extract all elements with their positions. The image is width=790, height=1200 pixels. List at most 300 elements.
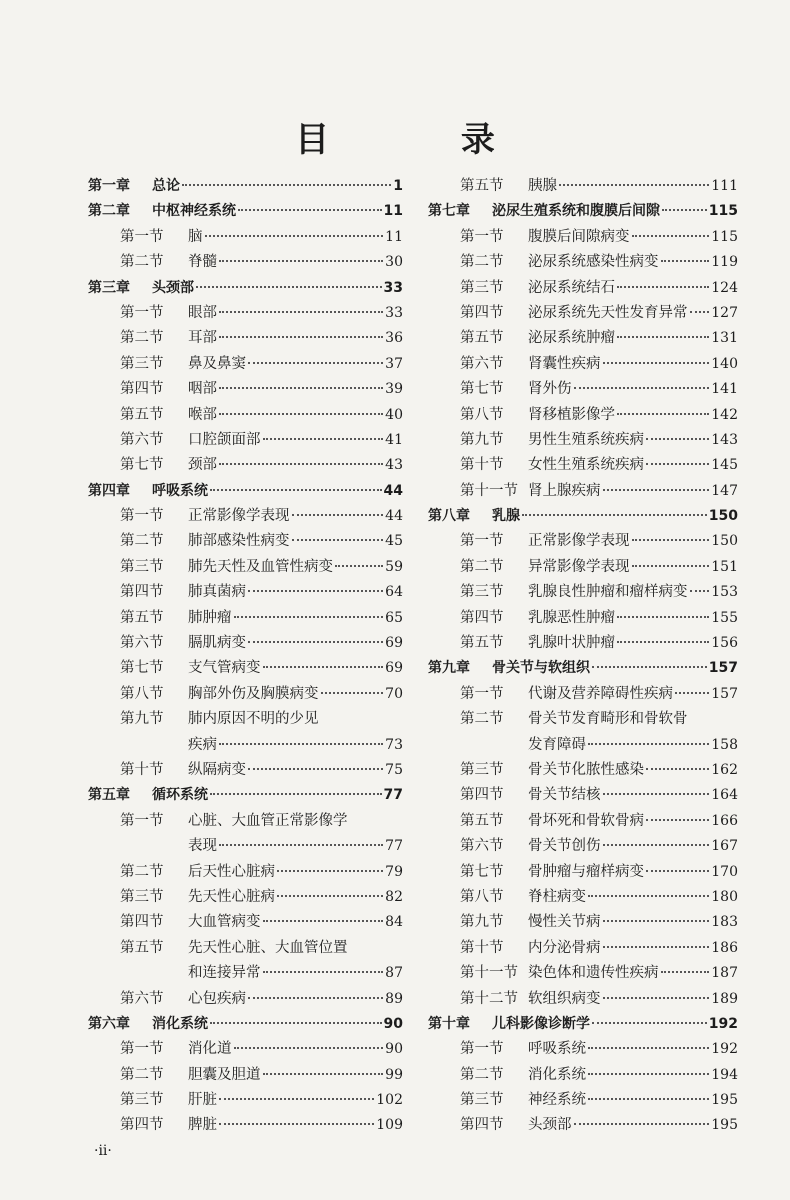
toc-leader-dots <box>617 412 709 415</box>
toc-entry-number: 第二节 <box>460 711 504 728</box>
toc-section-entry[interactable] <box>88 250 403 275</box>
toc-section-entry[interactable] <box>88 987 403 1012</box>
toc-page-number: 40 <box>385 406 403 423</box>
toc-entry-title: 肝脏 <box>188 1092 217 1109</box>
toc-page-number: 69 <box>385 660 403 677</box>
toc-section-entry[interactable] <box>88 377 403 402</box>
toc-page-number: 11 <box>385 228 403 245</box>
toc-leader-dots <box>646 869 709 872</box>
toc-chapter-entry[interactable] <box>88 276 403 301</box>
toc-chapter-entry[interactable] <box>88 479 403 504</box>
toc-entry-title: 骨关节与软组织 <box>492 660 590 677</box>
toc-entry-number: 第八章 <box>428 508 470 525</box>
toc-section-entry[interactable] <box>88 453 403 478</box>
toc-section-entry[interactable] <box>428 682 738 707</box>
toc-section-entry[interactable] <box>428 352 738 377</box>
toc-section-entry[interactable] <box>428 403 738 428</box>
toc-page-number: 143 <box>711 431 738 448</box>
toc-entry-number: 第二节 <box>120 863 164 880</box>
toc-section-entry[interactable] <box>88 555 403 580</box>
toc-entry-number: 第三节 <box>460 761 504 778</box>
toc-entry-title: 正常影像学表现 <box>528 533 630 550</box>
toc-entry-number: 第十一节 <box>460 965 518 982</box>
toc-leader-dots <box>263 437 384 440</box>
toc-entry-title: 骨坏死和骨软骨病 <box>528 812 644 829</box>
toc-leader-dots <box>617 335 709 338</box>
toc-section-entry[interactable] <box>88 504 403 529</box>
toc-section-entry[interactable] <box>88 936 403 961</box>
toc-entry-number: 第一节 <box>460 533 504 550</box>
toc-entry-number: 第七节 <box>120 660 164 677</box>
toc-section-entry[interactable] <box>88 758 403 783</box>
toc-section-entry[interactable] <box>428 428 738 453</box>
toc-page-number: 79 <box>385 863 403 880</box>
toc-entry-title: 肾移植影像学 <box>528 406 615 423</box>
toc-entry-title: 表现 <box>188 838 217 855</box>
toc-chapter-entry[interactable] <box>88 783 403 808</box>
toc-page-number: 124 <box>711 279 738 296</box>
toc-section-entry[interactable] <box>88 860 403 885</box>
toc-section-entry[interactable] <box>428 936 738 961</box>
toc-section-entry[interactable] <box>88 301 403 326</box>
toc-section-entry[interactable] <box>428 987 738 1012</box>
toc-leader-dots <box>592 665 707 668</box>
toc-entry-number: 第四节 <box>460 1117 504 1134</box>
toc-entry-number: 第二节 <box>120 533 164 550</box>
toc-entry-title: 代谢及营养障碍性疾病 <box>528 685 673 702</box>
toc-leader-dots <box>588 1097 709 1100</box>
toc-entry-title: 神经系统 <box>528 1092 586 1109</box>
toc-section-entry[interactable] <box>88 1063 403 1088</box>
toc-column-left <box>88 174 403 1139</box>
toc-entry-number: 第四节 <box>120 1117 164 1134</box>
toc-entry-title: 乳腺 <box>492 508 520 525</box>
toc-page-number: 87 <box>385 965 403 982</box>
toc-section-entry[interactable] <box>88 606 403 631</box>
page-folio: ·ii· <box>94 1143 112 1159</box>
toc-page-number: 69 <box>385 635 403 652</box>
toc-entry-number: 第十节 <box>460 457 504 474</box>
toc-entry-title: 男性生殖系统疾病 <box>528 431 644 448</box>
toc-page-number: 192 <box>708 1015 738 1032</box>
toc-leader-dots <box>617 640 709 643</box>
toc-page-number: 82 <box>385 888 403 905</box>
toc-section-entry[interactable] <box>428 529 738 554</box>
toc-entry-title: 泌尿系统肿瘤 <box>528 330 615 347</box>
toc-page-number: 77 <box>385 838 403 855</box>
toc-entry-number: 第七节 <box>460 381 504 398</box>
toc-entry-continuation[interactable] <box>88 733 403 758</box>
toc-section-entry[interactable] <box>428 453 738 478</box>
toc-entry-title: 肺部感染性病变 <box>188 533 290 550</box>
toc-page-number: 39 <box>385 381 403 398</box>
toc-section-entry[interactable] <box>88 428 403 453</box>
toc-entry-number: 第七章 <box>428 203 470 220</box>
toc-entry-title: 消化系统 <box>152 1015 208 1032</box>
toc-section-entry[interactable] <box>88 682 403 707</box>
toc-entry-number: 第四节 <box>120 914 164 931</box>
toc-leader-dots <box>263 1072 384 1075</box>
toc-entry-title: 胸部外伤及胸膜病变 <box>188 685 319 702</box>
toc-entry-title: 耳部 <box>188 330 217 347</box>
toc-entry-title: 乳腺良性肿瘤和瘤样病变 <box>528 584 688 601</box>
toc-leader-dots <box>238 208 382 211</box>
toc-entry-title: 慢性关节病 <box>528 914 601 931</box>
toc-entry-number: 第六节 <box>120 990 164 1007</box>
toc-entry-title: 骨关节创伤 <box>528 838 601 855</box>
toc-entry-continuation[interactable] <box>428 733 738 758</box>
toc-entry-title: 支气管病变 <box>188 660 261 677</box>
toc-page-number: 84 <box>385 914 403 931</box>
toc-section-entry[interactable] <box>88 225 403 250</box>
toc-entry-title: 头颈部 <box>152 279 194 296</box>
toc-leader-dots <box>292 513 384 516</box>
toc-leader-dots <box>675 691 709 694</box>
toc-entry-continuation[interactable] <box>88 834 403 859</box>
toc-entry-number: 第七节 <box>120 457 164 474</box>
toc-entry-title: 消化系统 <box>528 1066 586 1083</box>
toc-entry-number: 第九节 <box>460 914 504 931</box>
toc-section-entry[interactable] <box>428 910 738 935</box>
toc-entry-title: 胰腺 <box>528 178 557 194</box>
toc-page-number: 65 <box>385 609 403 626</box>
toc-entry-number: 第二节 <box>120 254 164 271</box>
toc-entry-number: 第二节 <box>120 1066 164 1083</box>
toc-entry-number: 第四节 <box>120 381 164 398</box>
toc-section-entry[interactable] <box>428 783 738 808</box>
toc-entry-title: 肺先天性及血管性病变 <box>188 558 333 575</box>
toc-section-entry[interactable] <box>88 656 403 681</box>
toc-leader-dots <box>603 361 710 364</box>
toc-entry-number: 第一节 <box>120 508 164 525</box>
toc-section-entry[interactable] <box>88 631 403 656</box>
toc-page-number: 115 <box>711 228 738 245</box>
toc-entry-continuation[interactable] <box>88 961 403 986</box>
toc-section-entry[interactable] <box>428 1088 738 1113</box>
toc-page-number: 59 <box>385 558 403 575</box>
toc-leader-dots <box>219 742 383 745</box>
toc-section-entry[interactable] <box>88 1037 403 1062</box>
toc-page-number: 157 <box>708 660 738 677</box>
toc-leader-dots <box>219 462 383 465</box>
toc-leader-dots <box>219 259 383 262</box>
toc-page-number: 33 <box>385 304 403 321</box>
toc-section-entry[interactable] <box>428 276 738 301</box>
toc-page-number: 195 <box>711 1117 738 1134</box>
toc-page-number: 131 <box>711 330 738 347</box>
toc-entry-number: 第十节 <box>120 761 164 778</box>
toc-leader-dots <box>646 767 709 770</box>
toc-leader-dots <box>690 589 710 592</box>
toc-section-entry[interactable] <box>88 326 403 351</box>
toc-leader-dots <box>592 1021 707 1024</box>
toc-page-number: 99 <box>385 1066 403 1083</box>
toc-page-number: 195 <box>711 1092 738 1109</box>
toc-section-entry[interactable] <box>428 377 738 402</box>
toc-entry-number: 第五节 <box>120 406 164 423</box>
toc-page-number: 37 <box>385 355 403 372</box>
toc-section-entry[interactable] <box>428 860 738 885</box>
toc-leader-dots <box>559 183 709 186</box>
toc-page-number: 119 <box>711 254 738 271</box>
toc-entry-number: 第三节 <box>120 355 164 372</box>
toc-entry-number: 第一节 <box>120 812 164 829</box>
toc-entry-title: 乳腺恶性肿瘤 <box>528 609 615 626</box>
toc-leader-dots <box>234 1046 384 1049</box>
toc-leader-dots <box>277 869 383 872</box>
toc-leader-dots <box>210 1021 382 1024</box>
toc-entry-title: 肺内原因不明的少见 <box>188 711 319 728</box>
toc-leader-dots <box>219 310 383 313</box>
toc-entry-title: 纵隔病变 <box>188 761 246 778</box>
toc-entry-number: 第九节 <box>460 431 504 448</box>
toc-section-entry[interactable] <box>88 707 403 732</box>
toc-entry-title: 泌尿系统先天性发育异常 <box>528 304 688 321</box>
toc-entry-title: 正常影像学表现 <box>188 508 290 525</box>
toc-section-entry[interactable] <box>428 555 738 580</box>
toc-entry-number: 第二节 <box>460 254 504 271</box>
toc-leader-dots <box>603 843 710 846</box>
toc-entry-title: 脑 <box>188 228 203 245</box>
toc-entry-number: 第八节 <box>460 406 504 423</box>
toc-page-number: 150 <box>711 533 738 550</box>
toc-leader-dots <box>661 259 710 262</box>
toc-section-entry[interactable] <box>428 174 738 199</box>
toc-leader-dots <box>603 488 710 491</box>
toc-leader-dots <box>603 945 710 948</box>
toc-leader-dots <box>574 1122 710 1125</box>
toc-entry-title: 女性生殖系统疾病 <box>528 457 644 474</box>
toc-leader-dots <box>617 285 709 288</box>
toc-page-number: 30 <box>385 254 403 271</box>
toc-entry-title: 总论 <box>152 178 180 194</box>
toc-entry-title: 后天性心脏病 <box>188 863 275 880</box>
toc-page-number: 192 <box>711 1041 738 1058</box>
toc-section-entry[interactable] <box>428 1037 738 1062</box>
toc-entry-title: 呼吸系统 <box>528 1041 586 1058</box>
toc-leader-dots <box>588 1046 709 1049</box>
toc-section-entry[interactable] <box>428 1063 738 1088</box>
toc-leader-dots <box>205 234 384 237</box>
toc-section-entry[interactable] <box>428 758 738 783</box>
toc-page-number: 158 <box>711 736 738 753</box>
toc-leader-dots <box>603 919 710 922</box>
toc-page-number: 64 <box>385 584 403 601</box>
toc-entry-title: 喉部 <box>188 406 217 423</box>
page-title: 目 录 <box>295 120 555 160</box>
toc-leader-dots <box>219 1097 374 1100</box>
toc-page-number: 90 <box>383 1015 403 1032</box>
toc-entry-number: 第九章 <box>428 660 470 677</box>
toc-entry-title: 胆囊及胆道 <box>188 1066 261 1083</box>
toc-page-number: 41 <box>385 431 403 448</box>
toc-section-entry[interactable] <box>88 580 403 605</box>
toc-leader-dots <box>248 640 383 643</box>
toc-entry-title: 肾囊性疾病 <box>528 355 601 372</box>
toc-section-entry[interactable] <box>428 961 738 986</box>
toc-page-number: 141 <box>711 381 738 398</box>
toc-entry-title: 染色体和遗传性疾病 <box>528 965 659 982</box>
toc-section-entry[interactable] <box>428 606 738 631</box>
toc-entry-number: 第三节 <box>120 1092 164 1109</box>
toc-leader-dots <box>248 767 383 770</box>
toc-chapter-entry[interactable] <box>428 1012 738 1037</box>
toc-page-number: 187 <box>711 965 738 982</box>
toc-section-entry[interactable] <box>88 910 403 935</box>
toc-entry-title: 大血管病变 <box>188 914 261 931</box>
toc-entry-title: 肾外伤 <box>528 381 572 398</box>
toc-chapter-entry[interactable] <box>88 1012 403 1037</box>
toc-entry-number: 第八节 <box>460 888 504 905</box>
toc-page-number: 183 <box>711 914 738 931</box>
toc-leader-dots <box>335 564 383 567</box>
toc-entry-title: 呼吸系统 <box>152 482 208 499</box>
toc-leader-dots <box>219 335 383 338</box>
toc-entry-title: 肾上腺疾病 <box>528 482 601 499</box>
toc-entry-number: 第四节 <box>460 609 504 626</box>
toc-page-number: 166 <box>711 812 738 829</box>
toc-leader-dots <box>248 589 383 592</box>
toc-entry-number: 第八节 <box>120 685 164 702</box>
toc-leader-dots <box>321 691 384 694</box>
toc-leader-dots <box>646 462 709 465</box>
toc-entry-title: 心包疾病 <box>188 990 246 1007</box>
toc-section-entry[interactable] <box>428 834 738 859</box>
toc-leader-dots <box>632 234 710 237</box>
toc-leader-dots <box>690 310 710 313</box>
toc-entry-number: 第四节 <box>120 584 164 601</box>
toc-entry-title: 疾病 <box>188 736 217 753</box>
toc-page-number: 36 <box>385 330 403 347</box>
toc-entry-title: 循环系统 <box>152 787 208 804</box>
toc-chapter-entry[interactable] <box>428 656 738 681</box>
toc-chapter-entry[interactable] <box>428 199 738 224</box>
toc-leader-dots <box>219 843 383 846</box>
toc-section-entry[interactable] <box>88 809 403 834</box>
toc-entry-number: 第三章 <box>88 279 130 296</box>
toc-leader-dots <box>263 665 384 668</box>
toc-section-entry[interactable] <box>428 809 738 834</box>
toc-page-number: 75 <box>385 761 403 778</box>
toc-entry-title: 骨关节化脓性感染 <box>528 761 644 778</box>
toc-entry-title: 骨关节结核 <box>528 787 601 804</box>
toc-entry-number: 第三节 <box>460 1092 504 1109</box>
toc-page-number: 90 <box>385 1041 403 1058</box>
toc-leader-dots <box>219 386 383 389</box>
toc-chapter-entry[interactable] <box>88 174 403 199</box>
toc-leader-dots <box>263 919 384 922</box>
toc-entry-number: 第五节 <box>460 812 504 829</box>
toc-page-number: 151 <box>711 558 738 575</box>
toc-entry-title: 脊髓 <box>188 254 217 271</box>
toc-page-number: 155 <box>711 609 738 626</box>
toc-section-entry[interactable] <box>428 707 738 732</box>
toc-section-entry[interactable] <box>428 631 738 656</box>
toc-page-number: 164 <box>711 787 738 804</box>
toc-leader-dots <box>646 818 709 821</box>
toc-page-number: 142 <box>711 406 738 423</box>
toc-page-number: 111 <box>711 178 738 194</box>
toc-leader-dots <box>277 894 383 897</box>
toc-entry-number: 第四节 <box>460 787 504 804</box>
toc-section-entry[interactable] <box>428 1113 738 1138</box>
toc-entry-number: 第三节 <box>460 584 504 601</box>
toc-chapter-entry[interactable] <box>88 199 403 224</box>
toc-entry-title: 泌尿生殖系统和腹膜后间隙 <box>492 203 660 220</box>
toc-page-number: 180 <box>711 888 738 905</box>
toc-section-entry[interactable] <box>88 352 403 377</box>
toc-entry-title: 骨肿瘤与瘤样病变 <box>528 863 644 880</box>
toc-entry-title: 乳腺叶状肿瘤 <box>528 635 615 652</box>
toc-section-entry[interactable] <box>88 1088 403 1113</box>
toc-leader-dots <box>603 996 710 999</box>
toc-chapter-entry[interactable] <box>428 504 738 529</box>
toc-page-number: 102 <box>376 1092 403 1109</box>
toc-leader-dots <box>196 285 382 288</box>
toc-entry-number: 第六节 <box>460 838 504 855</box>
toc-entry-number: 第一节 <box>120 1041 164 1058</box>
toc-entry-number: 第十一节 <box>460 482 518 499</box>
toc-page-number: 11 <box>383 203 403 220</box>
toc-leader-dots <box>210 792 382 795</box>
toc-section-entry[interactable] <box>88 1113 403 1138</box>
toc-section-entry[interactable] <box>88 403 403 428</box>
toc-entry-number: 第六章 <box>88 1015 130 1032</box>
toc-section-entry[interactable] <box>428 225 738 250</box>
toc-page-number: 167 <box>711 838 738 855</box>
toc-entry-number: 第五节 <box>460 635 504 652</box>
toc-page-number: 194 <box>711 1066 738 1083</box>
toc-page-number: 43 <box>385 457 403 474</box>
toc-entry-number: 第四章 <box>88 482 130 499</box>
toc-page-number: 73 <box>385 736 403 753</box>
toc-entry-title: 儿科影像诊断学 <box>492 1015 590 1032</box>
toc-page-number: 89 <box>385 990 403 1007</box>
toc-entry-title: 口腔颌面部 <box>188 431 261 448</box>
toc-entry-number: 第四节 <box>460 304 504 321</box>
toc-leader-dots <box>263 970 384 973</box>
toc-leader-dots <box>210 488 382 491</box>
toc-section-entry[interactable] <box>428 250 738 275</box>
toc-entry-title: 先天性心脏病 <box>188 888 275 905</box>
toc-section-entry[interactable] <box>88 529 403 554</box>
toc-entry-number: 第一节 <box>460 1041 504 1058</box>
toc-section-entry[interactable] <box>428 580 738 605</box>
toc-leader-dots <box>234 615 384 618</box>
toc-section-entry[interactable] <box>428 326 738 351</box>
toc-entry-number: 第二章 <box>88 203 130 220</box>
toc-section-entry[interactable] <box>428 301 738 326</box>
toc-section-entry[interactable] <box>88 885 403 910</box>
toc-page-number: 140 <box>711 355 738 372</box>
toc-page-number: 33 <box>383 279 403 296</box>
toc-section-entry[interactable] <box>428 885 738 910</box>
toc-leader-dots <box>292 538 384 541</box>
toc-page-number: 157 <box>711 685 738 702</box>
toc-page-number: 189 <box>711 990 738 1007</box>
toc-entry-number: 第二节 <box>460 558 504 575</box>
toc-leader-dots <box>632 564 710 567</box>
toc-entry-number: 第二节 <box>120 330 164 347</box>
toc-page-number: 1 <box>393 178 403 194</box>
toc-page-number: 170 <box>711 863 738 880</box>
toc-page-number: 150 <box>708 508 738 525</box>
toc-entry-title: 先天性心脏、大血管位置 <box>188 939 348 956</box>
toc-leader-dots <box>219 412 383 415</box>
toc-entry-title: 肺肿瘤 <box>188 609 232 626</box>
toc-section-entry[interactable] <box>428 479 738 504</box>
toc-entry-number: 第七节 <box>460 863 504 880</box>
